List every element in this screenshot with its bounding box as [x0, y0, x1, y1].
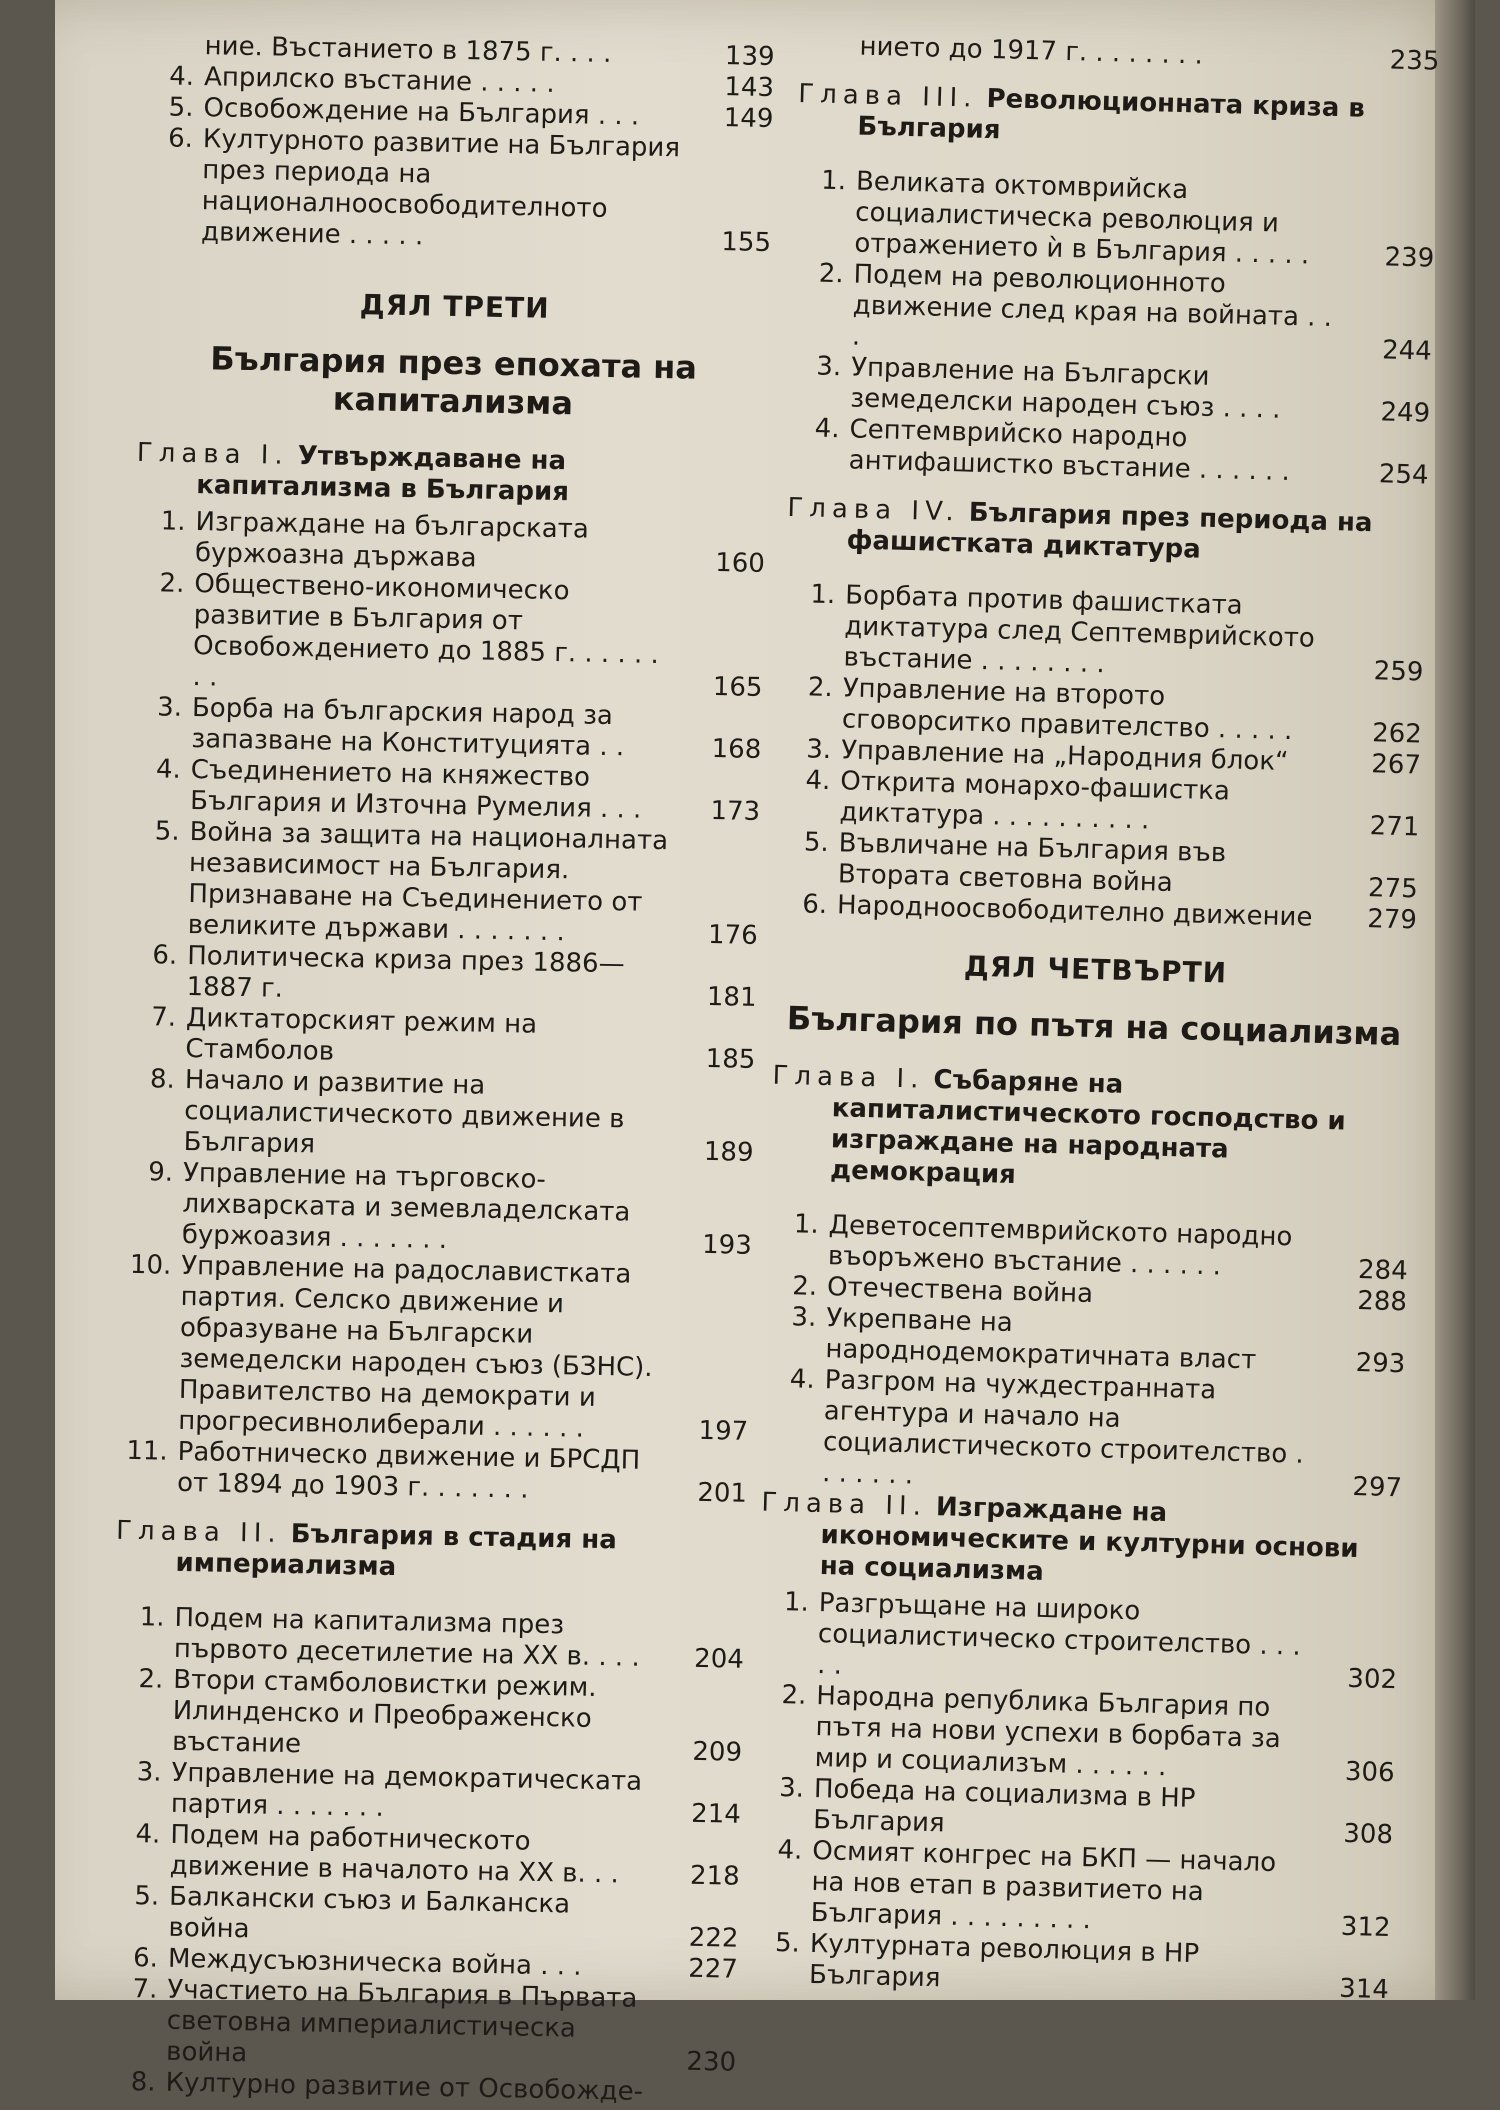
chapter-entries [117, 506, 766, 1510]
toc-entry: 2. Народна република България по пътя на нови успехи в борбата за мир и социализъм . . . . . . 306 [781, 1680, 1395, 1789]
toc-entry: 1. Подем на капитализма през първото десетилетие на XX в. . . . 204 [139, 1602, 745, 1675]
part-title: България през епохата на капитализма [210, 339, 698, 423]
toc-entry: 4. Осмият конгрес на БКП — начало на нов етап в развитието на България . . . . . . . . . 312 [777, 1835, 1391, 1944]
chapter-heading: Глава IV. България през периода на фашистката диктатура [787, 492, 1373, 565]
part-label: ДЯЛ ТРЕТИ [359, 288, 550, 325]
chapter-heading: Глава I. Утвърждаване на капитализма в България [136, 437, 570, 508]
toc-entry: 10. Управление на радославистката партия. Селско движение и образуване на Български земеделски народен съюз (БЗНС). Правителство на демократи и прогресивнолиберали . . . . . . 197 [129, 1249, 749, 1447]
chapter-entries [105, 1602, 744, 2110]
toc-entry: 6. Междусъюзническа война . . . 227 [132, 1943, 739, 1985]
entry-group [141, 30, 775, 259]
toc-entry: 2. Втори стамболовистки режим. Илинденско и Преображенско въстание 209 [138, 1664, 743, 1768]
chapter-entries [749, 1586, 1399, 2006]
toc-entry: 3. Управление на демократическата партия . . . . . . . 214 [136, 1757, 742, 1830]
toc-entry: 1. Великата октомврийска социалистическа революция и отражението ѝ в България . . . . . 239 [820, 165, 1435, 274]
book-page [55, 0, 1475, 2107]
toc-entry: 8. Културно развитие от Освобожде- [130, 2067, 644, 2107]
toc-entry: 2. Подем на революционното движение след края на войната . . . 244 [818, 258, 1433, 367]
toc-entry: 5. Война за защита на националната независимост на България. Признаване на Съединението от великите държави . . . . . . . 176 [154, 816, 759, 951]
toc-entry: 1. Разгръщане на широко социалистическо строителство . . . . . 302 [783, 1587, 1398, 1696]
chapter-heading: Глава I. Събаряне на капиталистическото господство и изграждане на народната демокрация [772, 1060, 1347, 1191]
toc-entry: 1. Борбата против фашистката диктатура след Септемврийското въстание . . . . . . . . 259 [810, 579, 1424, 688]
toc-entry: 5. Освобождение на България . . . 149 [168, 92, 774, 135]
chapter-entries [788, 165, 1436, 492]
toc-entry: 3. Управление на „Народния блок“ 267 [805, 734, 1422, 781]
toc-entry: 7. Диктаторският режим на Стамболов 185 [150, 1002, 756, 1075]
toc-entry: 2. Обществено-икономическо развитие в България от Освобождението до 1885 г. . . . . . . . 165 [159, 568, 763, 703]
toc-entry: 1. Деветосептемврийското народно въоръжено въстание . . . . . . 284 [793, 1209, 1409, 1287]
toc-entry: 5. Въвличане на България във Втората световна война 275 [803, 827, 1419, 905]
toc-entry: 11. Работническо движение и БРСДП от 1894 до 1903 г. . . . . . . 201 [126, 1435, 748, 1509]
part-title: България по пътя на социализма [786, 999, 1402, 1054]
toc-entry: 3. Победа на социализма в НР България 308 [778, 1773, 1394, 1851]
toc-column-left [105, 30, 775, 2110]
toc-entry: 1. Изграждане на българската буржоазна държава 160 [160, 506, 766, 579]
toc-entry: 3. Укрепване на народнодемократичната власт 293 [791, 1302, 1406, 1380]
part-label: ДЯЛ ЧЕТВЪРТИ [963, 949, 1228, 990]
toc-entry: 2. Отечествена война 288 [791, 1271, 1408, 1318]
toc-entry: 3. Борба на българския народ за запазване на Конституцията . . 168 [156, 692, 762, 765]
page-edge [1435, 0, 1475, 2000]
toc-entry: 6. Политическа криза през 1886—1887 г. 181 [152, 940, 757, 1013]
toc-entry: 5. Културната революция в НР България 314 [774, 1928, 1390, 2006]
toc-entry: 4. Съединението на княжество България и Източна Румелия . . . 173 [155, 754, 761, 827]
toc-entry: 5. Балкански съюз и Балканска война 222 [134, 1881, 739, 1954]
toc-entry: 4. Подем на работническото движение в началото на XX в. . . 218 [135, 1819, 740, 1892]
chapter-heading: Глава III. Революционната криза в България [797, 78, 1366, 146]
toc-entry: 7. Участието на България в Първата световна империалистическа война 230 [132, 1974, 737, 2078]
toc-entry: 3. Управление на Български земеделски народен съюз . . . . 249 [815, 351, 1431, 429]
toc-entry: 4. Разгром на чуждестранната агентура и начало на социалистическото строителство . . . . . . . 297 [789, 1364, 1403, 1504]
toc-entry: 4. Септемврийско народно антифашистко въстание . . . . . . 254 [814, 413, 1429, 491]
toc-entry: 4. Априлско въстание . . . . . 143 [169, 61, 775, 104]
toc-entry: 2. Управление на второто сговорситко правителство . . . . . 262 [807, 672, 1423, 750]
toc-column-right [749, 30, 1440, 2006]
chapter-heading: Глава II. Изграждане на икономическите и културни основи на социализма [761, 1487, 1359, 1587]
toc-entry: 6. Народноосвободително движение 279 [801, 889, 1418, 936]
chapter-heading: Глава II. България в стадия на империализма [115, 1515, 618, 1583]
toc-entry: 8. Начало и развитие на социалистическото движение в България 189 [149, 1064, 754, 1168]
chapter-entries [762, 1209, 1409, 1505]
toc-entry: 6. Културното развитие на България през периода на националноосвободителното движение . . . . . 155 [167, 123, 772, 259]
toc-entry: нието до 1917 г. . . . . . . . 235 [859, 31, 1440, 77]
chapter-entries [777, 579, 1426, 937]
toc-entry: 4. Открита монархо-фашистка диктатура . . . . . . . . . . 271 [805, 765, 1420, 843]
toc-entry: ние. Въстанието в 1875 г. . . . 139 [204, 31, 775, 73]
toc-entry: 9. Управление на търговско-лихварската и земевладелската буржоазия . . . . . . . 193 [147, 1157, 753, 1261]
